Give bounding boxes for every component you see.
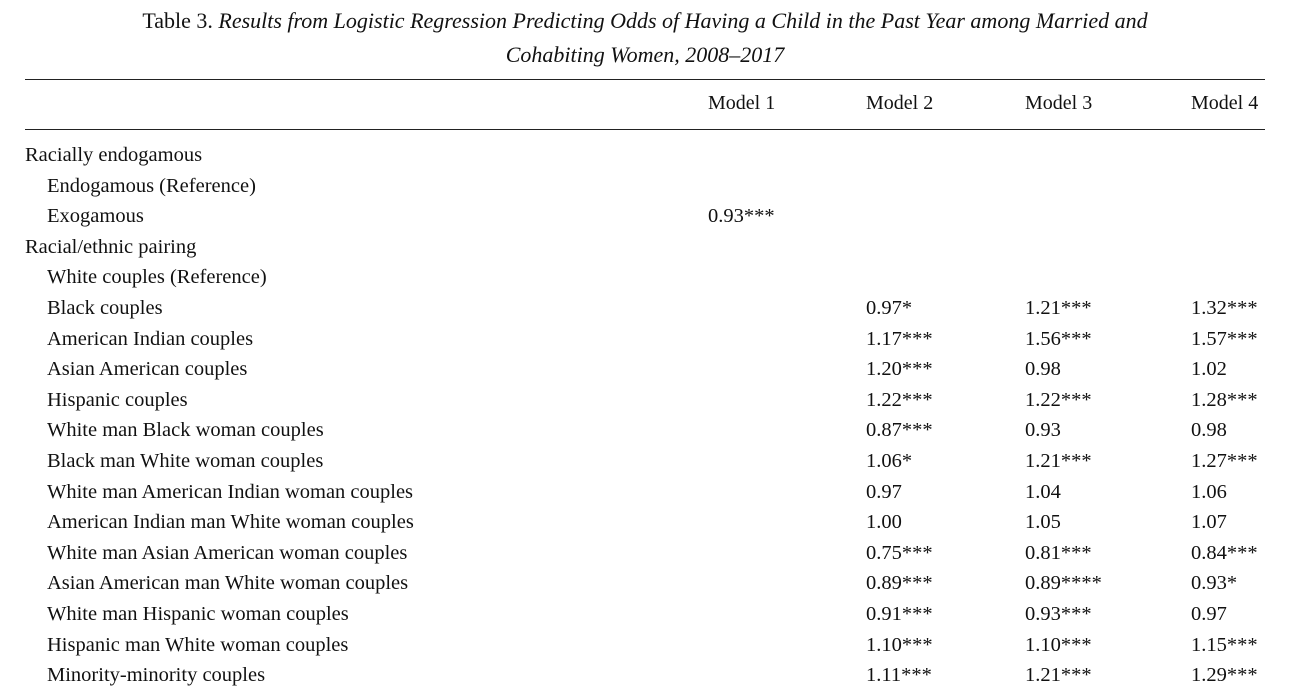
- table-row: [25, 385, 1265, 416]
- caption-line-1: [0, 4, 1290, 38]
- table-row: [25, 630, 1265, 661]
- cell-model-3: 1.04: [1025, 480, 1061, 503]
- cell-model-3: 1.10***: [1025, 633, 1092, 656]
- cell-model-2: 1.06*: [866, 449, 913, 472]
- row-label: Racially endogamous: [25, 144, 203, 166]
- table-row: [25, 140, 1265, 171]
- table-row: [25, 660, 1265, 691]
- table-row: [25, 477, 1265, 508]
- table-row: [25, 324, 1265, 355]
- cell-model-2: 0.87***: [866, 419, 933, 442]
- row-label: American Indian couples: [47, 327, 254, 350]
- cell-model-4: 1.32***: [1191, 296, 1258, 319]
- cell-model-3: 0.89****: [1025, 572, 1102, 595]
- cell-model-3: 1.21***: [1025, 296, 1092, 319]
- table-row: [25, 232, 1265, 263]
- cell-model-2: 1.11***: [866, 664, 932, 687]
- table-row: [25, 568, 1265, 599]
- table-label: Table 3.: [142, 8, 213, 33]
- table-row: [25, 262, 1265, 293]
- table-row: [25, 446, 1265, 477]
- cell-model-3: 0.93***: [1025, 602, 1092, 625]
- table-row: [25, 171, 1265, 202]
- cell-model-3: 1.21***: [1025, 449, 1092, 472]
- cell-model-4: 1.15***: [1191, 633, 1258, 656]
- table-body: [25, 140, 1265, 691]
- cell-model-2: 1.10***: [866, 633, 933, 656]
- cell-model-4: 0.84***: [1191, 541, 1258, 564]
- cell-model-2: 0.97*: [866, 296, 913, 319]
- row-label: Hispanic man White woman couples: [47, 633, 349, 656]
- table-caption: [0, 4, 1290, 72]
- cell-model-4: 1.02: [1191, 358, 1227, 381]
- row-label: Endogamous (Reference): [47, 174, 256, 197]
- cell-model-3: 0.93: [1025, 419, 1061, 442]
- cell-model-4: 1.57***: [1191, 327, 1258, 350]
- column-header-model-1: Model 1: [708, 92, 776, 114]
- cell-model-2: 0.97: [866, 480, 902, 503]
- column-header-model-2: Model 2: [866, 92, 934, 114]
- row-label: White man Hispanic woman couples: [47, 602, 349, 625]
- cell-model-3: 0.81***: [1025, 541, 1092, 564]
- row-label: Racial/ethnic pairing: [25, 235, 197, 258]
- table-row: [25, 538, 1265, 569]
- cell-model-4: 1.28***: [1191, 388, 1258, 411]
- cell-model-3: 0.98: [1025, 358, 1061, 381]
- cell-model-2: 0.91***: [866, 602, 933, 625]
- cell-model-4: 1.07: [1191, 511, 1227, 534]
- cell-model-4: 1.06: [1191, 480, 1227, 503]
- row-label: White man American Indian woman couples: [47, 480, 414, 503]
- row-label: White man Black woman couples: [47, 419, 324, 442]
- cell-model-2: 1.00: [866, 511, 902, 534]
- cell-model-2: 0.89***: [866, 572, 933, 595]
- row-label: American Indian man White woman couples: [47, 511, 414, 534]
- cell-model-2: 1.22***: [866, 388, 933, 411]
- cell-model-2: 1.20***: [866, 358, 933, 381]
- cell-model-4: 0.98: [1191, 419, 1227, 442]
- row-label: Asian American man White woman couples: [47, 572, 409, 595]
- row-label: White couples (Reference): [47, 266, 267, 289]
- table-row: [25, 354, 1265, 385]
- table-row: [25, 599, 1265, 630]
- row-label: Exogamous: [47, 205, 144, 228]
- row-label: Hispanic couples: [47, 388, 188, 411]
- row-label: Asian American couples: [47, 358, 248, 381]
- cell-model-4: 1.27***: [1191, 449, 1258, 472]
- table-row: [25, 293, 1265, 324]
- row-label: Minority-minority couples: [47, 664, 266, 687]
- cell-model-3: 1.05: [1025, 511, 1061, 534]
- table-title-line-1: Results from Logistic Regression Predicting Odds of Having a Child in the Past Year among Married and: [218, 8, 1148, 33]
- cell-model-1: 0.93***: [708, 205, 775, 228]
- cell-model-3: 1.21***: [1025, 664, 1092, 687]
- row-label: White man Asian American woman couples: [47, 541, 408, 564]
- cell-model-3: 1.56***: [1025, 327, 1092, 350]
- row-label: Black couples: [47, 296, 163, 319]
- column-header-model-4: Model 4: [1191, 92, 1259, 114]
- top-rule: [25, 79, 1265, 80]
- table-row: [25, 507, 1265, 538]
- table-row: [25, 201, 1265, 232]
- cell-model-4: 0.93*: [1191, 572, 1238, 595]
- column-header-row: [25, 90, 1265, 120]
- row-label: Black man White woman couples: [47, 449, 324, 472]
- cell-model-2: 1.17***: [866, 327, 933, 350]
- cell-model-4: 0.97: [1191, 602, 1227, 625]
- header-rule: [25, 129, 1265, 130]
- table-title-line-2: Cohabiting Women, 2008–2017: [505, 42, 785, 67]
- table-row: [25, 415, 1265, 446]
- cell-model-2: 0.75***: [866, 541, 933, 564]
- column-header-model-3: Model 3: [1025, 92, 1093, 114]
- cell-model-4: 1.29***: [1191, 664, 1258, 687]
- cell-model-3: 1.22***: [1025, 388, 1092, 411]
